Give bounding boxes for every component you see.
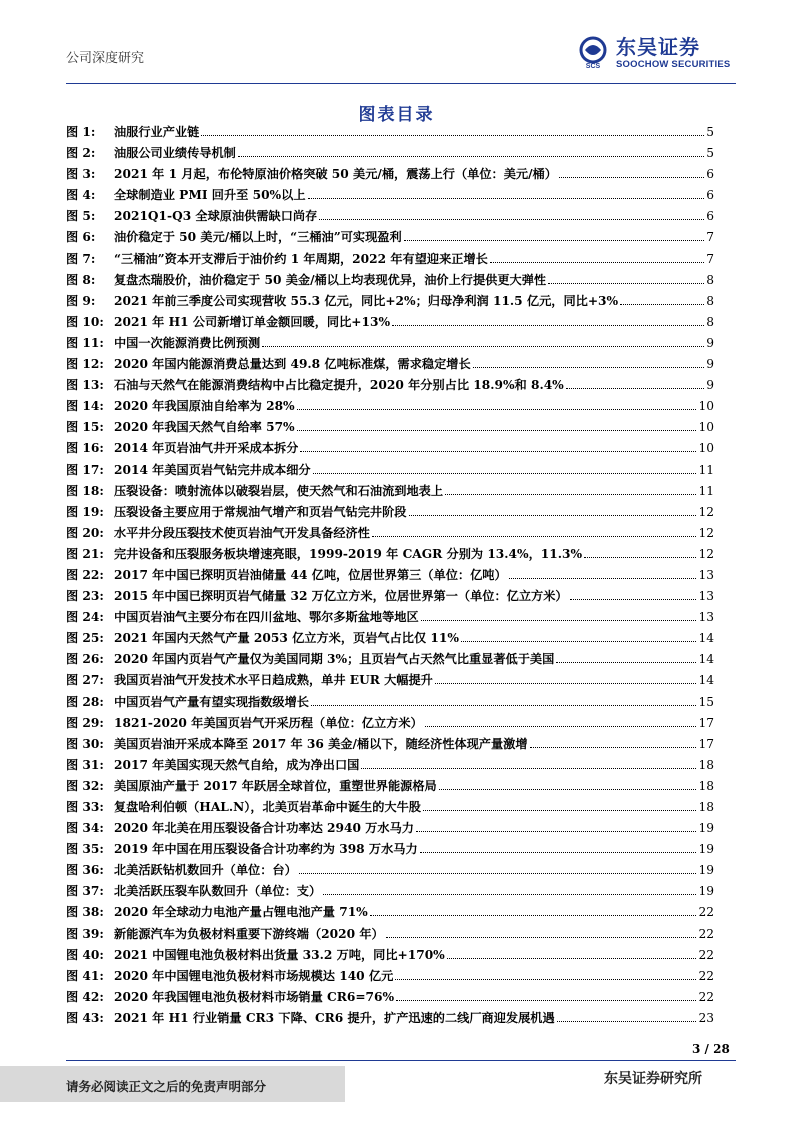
toc-entry-page: 13 [698, 589, 714, 604]
toc-entry-leader [396, 1000, 696, 1001]
toc-entry-leader [447, 958, 697, 959]
toc-entry-leader [201, 135, 704, 136]
toc-entry[interactable] [66, 945, 714, 966]
toc-entry[interactable] [66, 839, 714, 860]
toc-entry[interactable] [66, 481, 714, 502]
toc-entry[interactable] [66, 460, 714, 481]
toc-entry-leader [461, 641, 697, 642]
toc-entry-leader [300, 451, 696, 452]
company-logo [576, 36, 742, 80]
toc-entry-label: 图 9: [66, 293, 96, 308]
toc-entry-leader [392, 325, 704, 326]
toc-entry-text: 2021 年前三季度公司实现营收 55.3 亿元，同比+2%；归母净利润 11.5 亿元，同比+3% [114, 293, 619, 308]
toc-entry-text: 2015 年中国已探明页岩气储量 32 万亿立方米，位居世界第一（单位：亿立方米） [114, 589, 568, 604]
footer-disclaimer: 请务必阅读正文之后的免责声明部分 [66, 1079, 267, 1094]
toc-entry-page: 18 [698, 757, 714, 772]
toc-entry[interactable] [66, 713, 714, 734]
toc-entry-label: 图 14: [66, 399, 104, 414]
toc-entry-label: 图 33: [66, 800, 104, 814]
toc-entry-text: 完井设备和压裂服务板块增速亮眼，1999-2019 年 CAGR 分别为 13.4%，11.3% [114, 546, 583, 561]
toc-entry-label: 图 40: [66, 947, 104, 962]
toc-entry-leader [386, 937, 697, 938]
toc-entry-label: 图 7: [66, 251, 96, 266]
toc-entry-label: 图 3: [66, 167, 96, 182]
toc-entry-leader [311, 705, 696, 706]
toc-entry-label: 图 1: [66, 125, 96, 139]
toc-entry-label: 图 38: [66, 905, 104, 920]
toc-entry-label: 图 8: [66, 272, 96, 287]
toc-entry-text: 美国原油产量于 2017 年跃居全球首位，重塑世界能源格局 [114, 778, 437, 793]
toc-entry-leader [361, 768, 696, 769]
toc-entry-page: 11 [698, 483, 714, 498]
toc-entry-page: 19 [698, 821, 714, 836]
toc-entry[interactable] [66, 1008, 714, 1029]
toc-entry-page: 10 [698, 420, 714, 435]
toc-entry-text: 2014 年美国页岩气钻完井成本细分 [114, 462, 311, 477]
toc-entry-label: 图 32: [66, 778, 104, 793]
toc-entry-text: 复盘杰瑞股价，油价稳定于 50 美金/桶以上均表现优异，油价上行提供更大弹性 [114, 272, 547, 287]
toc-entry[interactable] [66, 375, 714, 396]
toc-entry-leader [404, 240, 705, 241]
toc-entry-page: 9 [706, 357, 714, 372]
toc-entry-page: 8 [706, 314, 714, 329]
toc-entry-label: 图 36: [66, 863, 104, 878]
toc-entry-label: 图 5: [66, 209, 96, 224]
toc-entry[interactable] [66, 902, 714, 923]
toc-entry-leader [299, 873, 697, 874]
toc-entry-page: 23 [698, 1010, 714, 1025]
toc-entry-leader [556, 662, 696, 663]
toc-entry-page: 6 [706, 167, 714, 182]
toc-entry[interactable] [66, 249, 714, 270]
toc-entry-page: 14 [698, 652, 714, 667]
toc-entry-text: 2017 年美国实现天然气自给，成为净出口国 [114, 757, 360, 772]
toc-entry-leader [509, 578, 697, 579]
soochow-logo-icon [576, 36, 610, 70]
toc-entry-page: 22 [698, 926, 714, 941]
toc-entry-leader [435, 683, 697, 684]
toc-entry-page: 22 [698, 947, 714, 962]
toc-entry-leader [370, 915, 697, 916]
toc-entry[interactable] [66, 924, 714, 945]
logo-en-text: SOOCHOW SECURITIES [616, 59, 731, 70]
toc-entry-leader [473, 367, 705, 368]
toc-entry-label: 图 12: [66, 357, 104, 372]
toc-entry-leader [319, 219, 704, 220]
toc-entry-leader [584, 557, 696, 558]
toc-entry-leader [530, 747, 697, 748]
toc-entry[interactable] [66, 628, 714, 649]
toc-entry[interactable] [66, 227, 714, 248]
toc-entry-label: 图 4: [66, 188, 96, 203]
toc-entry-text: 2021 年 H1 公司新增订单金额回暖，同比+13% [114, 314, 391, 329]
toc-entry-page: 8 [706, 293, 714, 308]
toc-entry-label: 图 6: [66, 230, 96, 245]
toc-entry-page: 14 [698, 631, 714, 646]
toc-entry-text: 复盘哈利伯顿（HAL.N），北美页岩革命中诞生的大牛股 [114, 800, 421, 814]
toc-entry-leader [238, 156, 704, 157]
toc-entry-label: 图 22: [66, 567, 104, 582]
toc-entry-page: 12 [698, 525, 714, 540]
toc-entry-page: 10 [698, 441, 714, 456]
toc-entry[interactable] [66, 544, 714, 565]
toc-entry-text: 新能源汽车为负极材料重要下游终端（2020 年） [114, 926, 384, 941]
toc-entry-page: 18 [698, 800, 714, 814]
toc-entry-label: 图 39: [66, 926, 104, 941]
toc-entry[interactable] [66, 692, 714, 713]
toc-entry-text: 2020 年我国原油自给率为 28% [114, 399, 295, 414]
toc-entry-label: 图 43: [66, 1010, 104, 1025]
toc-entry-label: 图 13: [66, 378, 104, 393]
toc-entry[interactable] [66, 670, 714, 691]
toc-entry[interactable] [66, 987, 714, 1008]
toc-entry-text: 2020 年北美在用压裂设备合计功率达 2940 万水马力 [114, 821, 414, 836]
toc-entry-page: 22 [698, 905, 714, 920]
toc-entry-leader [323, 894, 696, 895]
toc-entry[interactable] [66, 291, 714, 312]
report-section-label: 公司深度研究 [66, 51, 145, 66]
toc-entry-text: 2014 年页岩油气井开采成本拆分 [114, 441, 299, 456]
toc-entry-page: 22 [698, 989, 714, 1004]
toc-entry-label: 图 24: [66, 610, 104, 625]
toc-entry-label: 图 20: [66, 525, 104, 540]
footer-brand: 东吴证券研究所 [604, 1071, 702, 1087]
toc-entry[interactable] [66, 818, 714, 839]
toc-entry-text: 2021 年国内天然气产量 2053 亿立方米，页岩气占比仅 11% [114, 631, 459, 646]
toc-entry[interactable] [66, 860, 714, 881]
toc-entry-page: 13 [698, 610, 714, 625]
toc-entry-page: 17 [698, 736, 714, 751]
toc-entry-text: 压裂设备主要应用于常规油气增产和页岩气钻完井阶段 [114, 504, 407, 519]
toc-entry-text: 我国页岩油气开发技术水平日趋成熟，单井 EUR 大幅提升 [114, 673, 433, 688]
toc-entry-text: 2020 年国内页岩气产量仅为美国同期 3%；且页岩气占天然气比重显著低于美国 [114, 652, 555, 667]
toc-entry-page: 12 [698, 546, 714, 561]
toc-entry-page: 19 [698, 842, 714, 857]
toc-entry-leader [420, 852, 697, 853]
toc-entry-label: 图 31: [66, 757, 104, 772]
toc-entry-text: 2021 年 1 月起，布伦特原油价格突破 50 美元/桶，震荡上行（单位：美元/桶） [114, 167, 557, 182]
toc-entry-text: 中国一次能源消费比例预测 [114, 335, 261, 350]
toc-entry-text: 美国页岩油开采成本降至 2017 年 36 美金/桶以下，随经济性体现产量激增 [114, 736, 528, 751]
toc-entry[interactable] [66, 312, 714, 333]
toc-entry-text: 水平井分段压裂技术使页岩油气开发具备经济性 [114, 525, 370, 540]
toc-entry[interactable] [66, 333, 714, 354]
toc-entry-text: “三桶油”资本开支滞后于油价约 1 年周期，2022 年有望迎来正增长 [114, 251, 488, 266]
logo-cn-text: 东吴证券 [616, 35, 700, 59]
toc-entry-label: 图 28: [66, 694, 104, 709]
toc-entry-leader [421, 620, 697, 621]
toc-entry-text: 2020 年中国锂电池负极材料市场规模达 140 亿元 [114, 968, 394, 983]
toc-entry-leader [308, 198, 705, 199]
toc-entry[interactable] [66, 396, 714, 417]
toc-entry[interactable] [66, 354, 714, 375]
toc-entry-label: 图 17: [66, 462, 104, 477]
toc-entry-text: 油价稳定于 50 美元/桶以上时，“三桶油”可实现盈利 [114, 230, 402, 245]
toc-entry-page: 9 [706, 378, 714, 393]
toc-entry[interactable] [66, 881, 714, 902]
toc-entry-label: 图 42: [66, 989, 104, 1004]
toc-entry-leader [557, 1021, 697, 1022]
toc-entry-label: 图 27: [66, 673, 104, 688]
toc-entry[interactable] [66, 206, 714, 227]
toc-entry-text: 北美活跃钻机数回升（单位：台） [114, 863, 297, 878]
toc-entry[interactable] [66, 164, 714, 185]
toc-entry-label: 图 15: [66, 420, 104, 435]
toc-entry-text: 2021 中国锂电池负极材料出货量 33.2 万吨，同比+170% [114, 947, 445, 962]
toc-entry-page: 19 [698, 884, 714, 899]
toc-entry-page: 6 [706, 209, 714, 224]
toc-entry-page: 15 [698, 694, 714, 709]
toc-entry-page: 9 [706, 335, 714, 350]
footer-divider [66, 1060, 736, 1061]
toc-entry-page: 10 [698, 399, 714, 414]
header-divider [66, 83, 736, 84]
toc-entry-leader [548, 283, 704, 284]
toc-entry-leader [416, 831, 697, 832]
toc-entry[interactable] [66, 966, 714, 987]
toc-entry-label: 图 2: [66, 146, 96, 161]
toc-entry-text: 2020 年我国天然气自给率 57% [114, 420, 295, 435]
toc-entry-leader [313, 473, 697, 474]
toc-entry-label: 图 35: [66, 842, 104, 857]
toc-entry-text: 2020 年国内能源消费总量达到 49.8 亿吨标准煤，需求稳定增长 [114, 357, 471, 372]
toc-entry-leader [490, 262, 704, 263]
toc-entry-page: 11 [698, 462, 714, 477]
toc-entry-text: 1821-2020 年美国页岩气开采历程（单位：亿立方米） [114, 715, 423, 730]
toc-entry-text: 压裂设备：喷射流体以破裂岩层，使天然气和石油流到地表上 [114, 483, 444, 498]
toc-entry-label: 图 21: [66, 546, 104, 561]
toc-entry-page: 18 [698, 778, 714, 793]
toc-entry-label: 图 16: [66, 441, 104, 456]
toc-entry-page: 17 [698, 715, 714, 730]
toc-entry-text: 中国页岩气产量有望实现指数级增长 [114, 694, 309, 709]
toc-entry-leader [297, 430, 697, 431]
toc-entry-leader [372, 536, 697, 537]
toc-list [66, 122, 714, 1029]
toc-entry-leader [570, 599, 697, 600]
toc-entry-label: 图 26: [66, 652, 104, 667]
toc-entry[interactable] [66, 502, 714, 523]
toc-entry-label: 图 41: [66, 968, 104, 983]
toc-entry[interactable] [66, 776, 714, 797]
toc-entry[interactable] [66, 143, 714, 164]
toc-entry[interactable] [66, 185, 714, 206]
toc-entry[interactable] [66, 417, 714, 438]
toc-entry-label: 图 34: [66, 821, 104, 836]
toc-entry-text: 2021Q1-Q3 全球原油供需缺口尚存 [114, 209, 318, 224]
toc-entry-text: 油服公司业绩传导机制 [114, 146, 236, 161]
toc-entry[interactable] [66, 586, 714, 607]
toc-entry-label: 图 37: [66, 884, 104, 899]
toc-entry-text: 2017 年中国已探明页岩油储量 44 亿吨，位居世界第三（单位：亿吨） [114, 567, 507, 582]
toc-entry-page: 14 [698, 673, 714, 688]
toc-entry[interactable] [66, 649, 714, 670]
toc-entry[interactable] [66, 797, 714, 818]
toc-entry[interactable] [66, 734, 714, 755]
toc-entry-label: 图 18: [66, 483, 104, 498]
toc-entry-label: 图 30: [66, 736, 104, 751]
toc-entry-leader [423, 810, 697, 811]
toc-entry-label: 图 23: [66, 589, 104, 604]
toc-entry-text: 全球制造业 PMI 回升至 50%以上 [114, 188, 306, 203]
toc-entry-leader [559, 177, 704, 178]
toc-entry-text: 中国页岩油气主要分布在四川盆地、鄂尔多斯盆地等地区 [114, 610, 419, 625]
toc-entry-label: 图 11: [66, 335, 104, 350]
toc-entry[interactable] [66, 523, 714, 544]
toc-entry-label: 图 10: [66, 314, 104, 329]
toc-entry-page: 7 [706, 230, 714, 245]
toc-entry[interactable] [66, 607, 714, 628]
toc-entry-page: 22 [698, 968, 714, 983]
toc-entry-page: 8 [706, 272, 714, 287]
toc-entry-text: 2019 年中国在用压裂设备合计功率约为 398 万水马力 [114, 842, 418, 857]
toc-entry-leader [445, 494, 696, 495]
toc-entry-text: 石油与天然气在能源消费结构中占比稳定提升，2020 年分别占比 18.9%和 8.4% [114, 378, 564, 393]
toc-entry-page: 5 [706, 146, 714, 161]
logo-mark-text: SCS [585, 63, 601, 70]
toc-entry-leader [620, 304, 704, 305]
toc-entry-label: 图 29: [66, 715, 104, 730]
toc-entry-text: 2020 年我国锂电池负极材料市场销量 CR6=76% [114, 989, 395, 1004]
toc-entry[interactable] [66, 438, 714, 459]
toc-entry-label: 图 19: [66, 504, 104, 519]
toc-entry-page: 7 [706, 251, 714, 266]
toc-entry[interactable] [66, 565, 714, 586]
toc-entry-leader [409, 515, 697, 516]
toc-entry-leader [425, 726, 697, 727]
toc-entry-leader [395, 979, 696, 980]
toc-entry-page: 5 [706, 125, 714, 139]
page-number: 3 / 28 [692, 1042, 730, 1056]
toc-entry-text: 2020 年全球动力电池产量占锂电池产量 71% [114, 905, 368, 920]
toc-entry[interactable] [66, 122, 714, 143]
toc-entry-leader [566, 388, 704, 389]
toc-entry-page: 13 [698, 567, 714, 582]
toc-entry-page: 19 [698, 863, 714, 878]
toc-entry-leader [262, 346, 704, 347]
toc-entry[interactable] [66, 270, 714, 291]
toc-entry-leader [297, 409, 697, 410]
toc-entry-text: 油服行业产业链 [114, 125, 200, 139]
toc-entry[interactable] [66, 755, 714, 776]
toc-title: 图表目录 [358, 105, 435, 125]
toc-entry-text: 北美活跃压裂车队数回升（单位：支） [114, 884, 322, 899]
toc-entry-page: 12 [698, 504, 714, 519]
toc-entry-label: 图 25: [66, 631, 104, 646]
toc-entry-text: 2021 年 H1 行业销量 CR3 下降、CR6 提升，扩产迅速的二线厂商迎发展机遇 [114, 1010, 555, 1025]
toc-entry-leader [439, 789, 697, 790]
toc-entry-page: 6 [706, 188, 714, 203]
